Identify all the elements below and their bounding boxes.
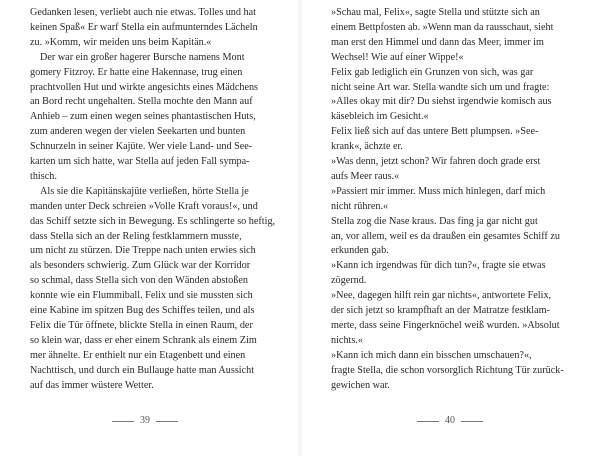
page-number-right: 40: [445, 415, 455, 426]
text-line: prachtvollen Hut und wirkte angesichts eines Mädchens: [30, 81, 259, 93]
text-line: so klein war, dass er eher einem Schrank als einem Zim: [30, 334, 257, 346]
page-number-left: 39: [140, 415, 150, 426]
text-line: käsebleich im Gesicht.«: [331, 111, 429, 123]
footer-dash-left: [417, 421, 439, 422]
text-line: nicht rühren.«: [331, 200, 389, 212]
text-line: man erst den Himmel und dann das Meer, immer im: [331, 36, 544, 48]
text-line: Felix ließ sich auf das untere Bett plumpsen. »See-: [331, 126, 539, 138]
text-line: auf das immer wüstere Wetter.: [30, 379, 154, 391]
text-line: Als sie die Kapitänskajüte verließen, hörte Stella je: [40, 185, 249, 197]
footer-dash-right: [461, 421, 483, 422]
text-line: Gedanken lesen, verliebt auch nie etwas. Tolles und hat: [30, 7, 256, 18]
text-line: »Schau mal, Felix«, sagte Stella und stützte sich an: [331, 7, 540, 18]
right-page: [300, 0, 600, 456]
text-line: als besonders schwierig. Zum Glück war der Korridor: [30, 260, 251, 272]
text-line: Felix die Tür öffnete, blickte Stella in einen Raum, der: [30, 319, 253, 331]
text-line: eine Kabine im spitzen Bug des Schiffes teilen, und als: [30, 305, 255, 316]
text-line: Felix gab lediglich ein Grunzen von sich, was gar: [331, 66, 534, 78]
text-line: aufs Meer raus.«: [331, 170, 400, 182]
text-line: konnte wie ein Flummiball. Felix und sie mussten sich: [30, 290, 253, 302]
right-page-footer: [411, 414, 489, 428]
text-line: Anhieb – zum einen wegen seines phantastischen Huts,: [30, 111, 256, 123]
text-line: »Alles okay mit dir? Du siehst irgendwie komisch aus: [331, 96, 552, 108]
text-line: nichts.«: [331, 334, 363, 346]
text-line: »Was denn, jetzt schon? Wir fahren doch grade erst: [331, 156, 541, 167]
text-line: keinen Spaß« Er warf Stella ein aufmunterndes Lächeln: [30, 21, 258, 33]
text-line: gomery Fitzroy. Er hatte eine Hakennase, trug einen: [30, 66, 243, 78]
text-line: Schnurzeln in seiner Kajüte. Wer viele Land- und See-: [30, 141, 253, 153]
text-line: »Kann ich mich dann ein bisschen umschauen?«,: [331, 349, 532, 361]
text-line: so schmal, dass Stella sich von den Wänden abstoßen: [30, 275, 248, 287]
text-line: einem Bettpfosten ab. »Wenn man da rausschaut, sieht: [331, 21, 554, 33]
text-line: karten um sich hatte, war Stella auf jeden Fall sympa-: [30, 156, 250, 167]
text-line: manden unter Deck schreien »Volle Kraft voraus!«, und: [30, 200, 258, 212]
text-line: das Schiff setzte sich in Bewegung. Es schlingerte so heftig,: [30, 215, 276, 227]
text-line: krank«, ächzte er.: [331, 141, 403, 153]
text-line: der sich jetzt so krampfhaft an der Matratze festklam-: [331, 305, 550, 316]
left-page-footer: [106, 414, 184, 428]
text-line: thisch.: [30, 170, 57, 182]
text-line: erkunden gab.: [331, 245, 389, 257]
text-line: mer ähnelte. Er enthielt nur ein Etagenbett und einen: [30, 349, 246, 361]
text-line: fragte Stella, die schon vorsorglich Richtung Tür zurück-: [331, 364, 564, 376]
text-line: Stella zog die Nase kraus. Das fing ja gar nicht gut: [331, 215, 538, 227]
text-line: zögernd.: [331, 275, 367, 287]
text-line: »Passiert mir immer. Muss mich hinlegen, darf mich: [331, 185, 546, 197]
text-line: Nachttisch, und durch ein Bullauge hatte man Aussicht: [30, 364, 255, 376]
text-line: nicht seine Art war. Stella wandte sich um und fragte:: [331, 81, 550, 93]
text-line: merte, dass seine Fingerknöchel weiß wurden. »Absolut: [331, 319, 560, 331]
text-line: »Kann ich irgendwas für dich tun?«, fragte sie etwas: [331, 260, 546, 272]
text-line: an, vor allem, weil es da draußen ein gesamtes Schiff zu: [331, 230, 560, 242]
text-line: »Nee, dagegen hilft rein gar nichts«, antwortete Felix,: [331, 290, 552, 302]
text-line: Der war ein großer hagerer Bursche namens Mont: [40, 51, 245, 63]
text-line: gewichen war.: [331, 379, 390, 391]
footer-dash-left: [112, 421, 134, 422]
text-line: Wechsel! Wie auf einer Wippe!«: [331, 51, 464, 63]
text-line: an Bord recht ungehalten. Stella mochte den Mann auf: [30, 96, 253, 108]
text-line: zu. »Komm, wir meiden uns beim Kapitän.«: [30, 36, 212, 48]
footer-dash-right: [156, 421, 178, 422]
text-line: um nicht zu stürzen. Die Treppe nach unten erwies sich: [30, 245, 256, 257]
text-line: dass Stella sich an der Reling festklammern musste,: [30, 230, 242, 242]
text-line: zum anderen wegen der vielen Seekarten und bunten: [30, 126, 246, 138]
